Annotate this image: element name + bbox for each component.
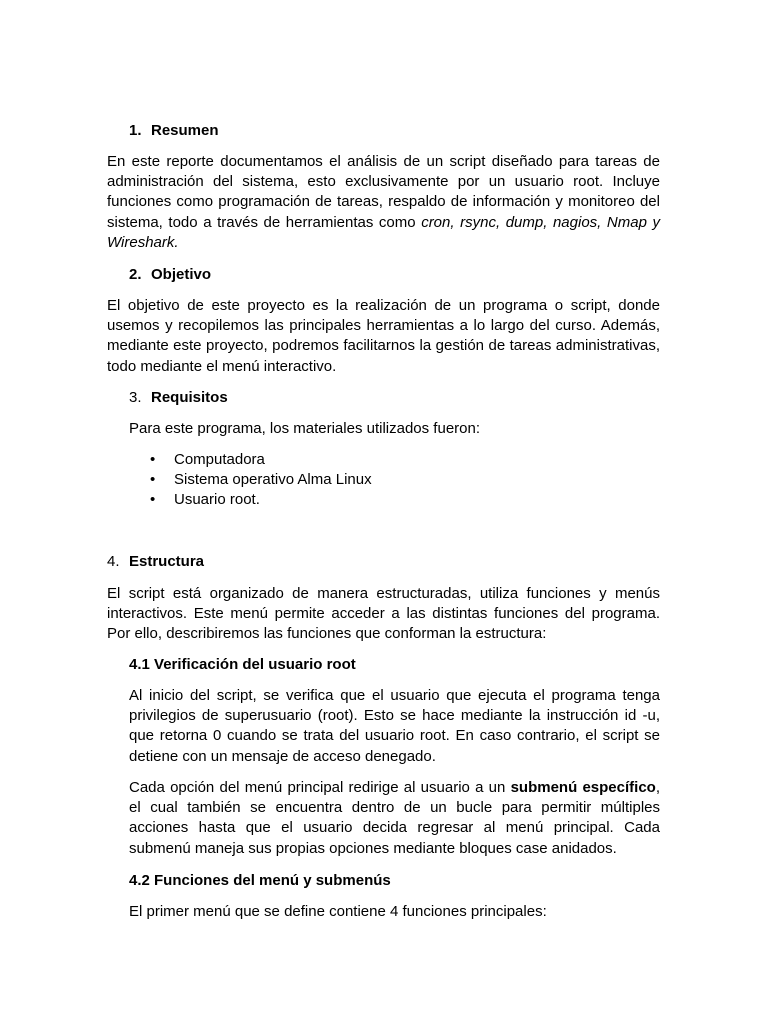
tools-italic: Wireshark. xyxy=(107,233,179,251)
list-item-label: Sistema operativo Alma Linux xyxy=(174,471,372,488)
section-heading-resumen xyxy=(129,121,219,141)
bullet-icon: • xyxy=(150,491,156,508)
text-line: administración del sistema, esto exclusivamente por un usuario root. Incluye xyxy=(107,173,660,191)
text-line: privilegios de superusuario (root). Esto se hace mediante la instrucción id -u, xyxy=(129,707,660,725)
opciones-paragraph xyxy=(129,778,660,859)
list-item xyxy=(129,490,372,510)
text-run: sistema, todo a través de herramientas como xyxy=(107,213,422,231)
text-line: submenú maneja sus propias opciones mediante bloques case anidados. xyxy=(129,839,617,857)
section-heading-estructura xyxy=(107,552,204,572)
text-line: mediante este proyecto, podremos facilitarnos la gestión de tareas administrativas, xyxy=(107,337,660,355)
text-line: todo mediante el menú interactivo. xyxy=(107,357,337,375)
text-run: , xyxy=(655,779,660,796)
section-number: 2. xyxy=(129,266,142,283)
text-line: usemos y recopilemos las principales herramientas a lo largo del curso. Además, xyxy=(107,317,660,335)
bullet-icon: • xyxy=(150,451,156,468)
bullet-icon: • xyxy=(150,471,156,488)
subsection-heading-funciones: 4.2 Funciones del menú y submenús xyxy=(129,872,391,889)
text-line: El objetivo de este proyecto es la realización de un programa o script, donde xyxy=(107,297,660,314)
text-run: Cada opción del menú principal redirige al usuario a un xyxy=(129,779,511,796)
requisitos-list xyxy=(129,450,372,510)
verificacion-paragraph xyxy=(129,686,660,767)
text-line: En este reporte documentamos el análisis de un script diseñado para tareas de xyxy=(107,153,660,170)
section-number: 3. xyxy=(129,389,142,406)
text-line xyxy=(107,213,660,233)
text-line: Al inicio del script, se verifica que el usuario que ejecuta el programa tenga xyxy=(129,687,660,704)
section-title: Estructura xyxy=(129,553,205,570)
list-item-label: Computadora xyxy=(174,451,265,468)
section-title: Requisitos xyxy=(151,389,228,406)
resumen-paragraph xyxy=(107,152,660,253)
submenu-emphasis: submenú específico xyxy=(510,779,656,796)
text-line: el cual también se encuentra dentro de un bucle para permitir múltiples xyxy=(129,799,660,817)
requisitos-intro: Para este programa, los materiales utilizados fueron: xyxy=(129,420,481,437)
section-number: 1. xyxy=(129,122,142,139)
text-line xyxy=(129,778,660,798)
section-title: Resumen xyxy=(151,122,219,139)
section-heading-requisitos xyxy=(129,388,228,408)
funciones-intro: El primer menú que se define contiene 4 funciones principales: xyxy=(129,903,547,920)
section-title: Objetivo xyxy=(151,266,212,283)
subsection-heading-verificacion: 4.1 Verificación del usuario root xyxy=(129,656,356,673)
estructura-paragraph xyxy=(107,584,660,645)
text-line: interactivos. Este menú permite acceder a las distintas funciones del programa. xyxy=(107,605,660,623)
list-item xyxy=(129,450,372,470)
text-line: acciones hasta que el usuario decida regresar al menú principal. Cada xyxy=(129,819,660,837)
tools-italic: cron, rsync, dump, nagios, Nmap y xyxy=(421,213,660,231)
text-line: funciones como programación de tareas, respaldo de información y monitoreo del xyxy=(107,193,660,211)
text-line: que retorna 0 cuando se trata del usuario root. En caso contrario, el script se xyxy=(129,727,660,745)
text-line: El script está organizado de manera estructuradas, utiliza funciones y menús xyxy=(107,585,660,602)
text-line xyxy=(107,233,660,253)
list-item-label: Usuario root. xyxy=(174,491,260,508)
text-line: detiene con un mensaje de acceso denegado. xyxy=(129,747,436,765)
section-heading-objetivo xyxy=(129,265,211,285)
section-number: 4. xyxy=(107,553,120,570)
objetivo-paragraph xyxy=(107,296,660,377)
list-item xyxy=(129,470,372,490)
text-line: Por ello, describiremos las funciones que conforman la estructura: xyxy=(107,625,547,643)
